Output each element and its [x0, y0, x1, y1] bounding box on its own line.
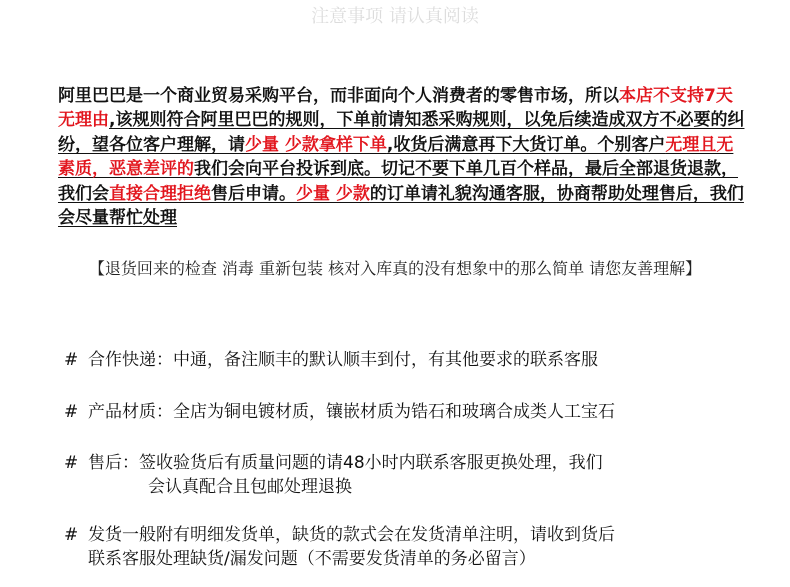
info-item-text: 发货一般附有明细发货单，缺货的款式会在发货清单注明，请收到货后	[88, 525, 615, 545]
notice-highlight-no-return: 本店不支持7天无理由	[58, 86, 733, 131]
hash-bullet: #	[64, 453, 79, 473]
info-item-text: 合作快递：中通，备注顺丰的默认顺丰到付，有其他要求的联系客服	[88, 350, 598, 370]
faded-top-title: 注意事项 请认真阅读	[311, 6, 479, 27]
info-item-delivery-note	[64, 523, 764, 571]
hash-bullet: #	[64, 525, 79, 545]
info-item-shipping	[64, 348, 764, 372]
info-item-text-continued: 联系客服处理缺货/漏发问题（不需要发货清单的务必留言）	[88, 549, 536, 569]
notice-text: 阿里巴巴是一个商业贸易采购平台，而非面向个人消费者的零售市场，所以	[58, 86, 619, 106]
faded-top-subtitle	[0, 30, 790, 48]
hash-bullet: #	[64, 350, 79, 370]
return-inspection-note: 【退货回来的检查 消毒 重新包装 核对入库真的没有想象中的那么简单 请您友善理解】	[88, 259, 702, 278]
notice-highlight-malicious-review: 无理且无素质，恶意差评的	[58, 134, 734, 180]
hash-bullet: #	[64, 402, 79, 422]
info-item-text: 产品材质：全店为铜电镀材质，镶嵌材质为锆石和玻璃合成类人工宝石	[88, 402, 615, 422]
notice-highlight-sample-order: 少量 少款拿样下单	[245, 134, 387, 155]
notice-highlight-reject: 直接合理拒绝	[109, 183, 211, 204]
info-item-material	[64, 400, 764, 424]
info-item-text: 售后：签收验货后有质量问题的请48小时内联系客服更换处理，我们	[88, 453, 603, 473]
info-item-text-continued: 会认真配合且包邮处理退换	[148, 477, 352, 497]
purchase-rules-notice	[58, 84, 748, 230]
info-item-after-sales	[64, 451, 764, 499]
notice-text-underlined: ,该规则符合阿里巴巴的规则，下单前请知悉采购规则，以免后续造成双方不必要的纠纷，望各位客户理解，请少量 少款拿样下单,收货后满意再下大货订单。个别客户无理且无素质，恶意差评的我们会向平台投诉到底。切记不要下单几百个样品，最后全部退货退款，我们会直接合理拒绝售后申请。少量 少款的订单请礼貌沟通客服，协商帮助处理售后，我们会尽量帮忙处理	[58, 110, 745, 229]
notice-highlight-small-order: 少量 少款	[296, 183, 370, 204]
